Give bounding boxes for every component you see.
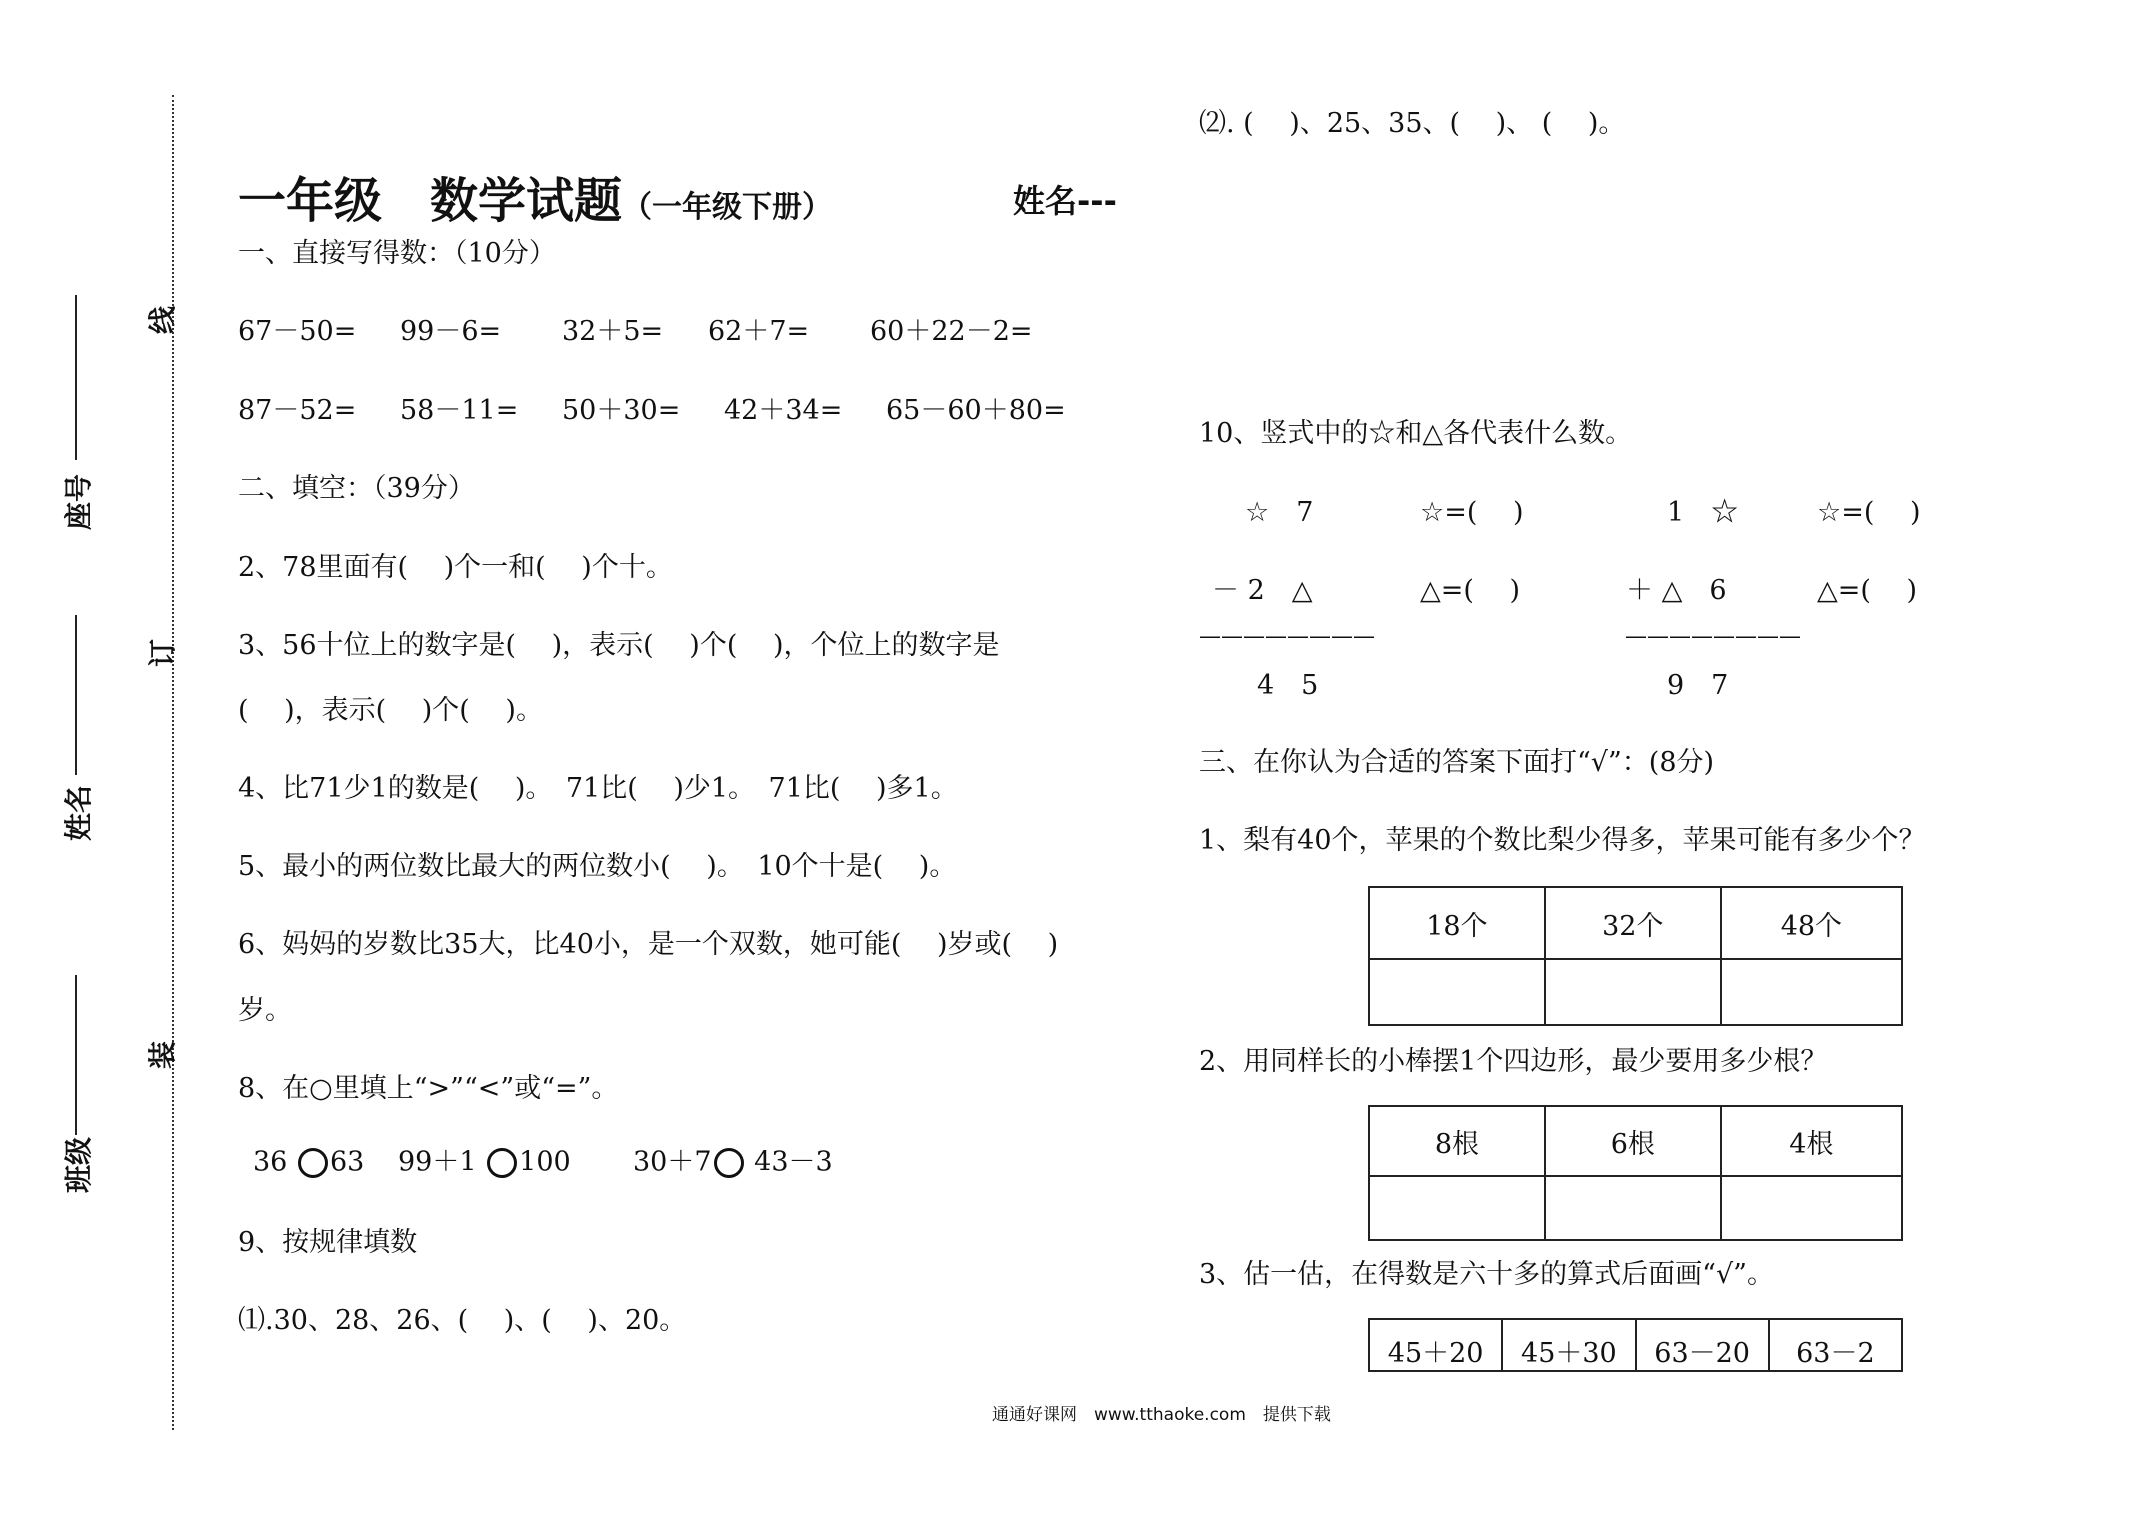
compare-circle[interactable] [298, 1148, 328, 1178]
check-cell[interactable] [1369, 959, 1545, 1025]
vertical-calc-middle: ＋ △ 6 [1626, 575, 1727, 606]
calc-item: 32＋5= [562, 316, 664, 347]
question-5: 5、最小的两位数比最大的两位数小( )。 10个十是( )。 [238, 851, 957, 882]
compare-item: 99＋1 100 [398, 1146, 571, 1178]
class-line [75, 975, 77, 1135]
question-6-line2: 岁。 [238, 995, 292, 1026]
check-cell[interactable] [1369, 1176, 1545, 1240]
compare-item: 36 63 [253, 1146, 365, 1178]
question-3-line1: 3、56十位上的数字是( )，表示( )个( )，个位上的数字是 [238, 630, 1000, 661]
section3-question-3: 3、估一估，在得数是六十多的算式后面画“√”。 [1199, 1259, 1774, 1290]
compare-circle[interactable] [714, 1148, 744, 1178]
answer-table-3 [1368, 1318, 1903, 1372]
calc-item: 67－50= [238, 316, 357, 347]
section2-heading: 二、填空：（39分） [238, 473, 475, 504]
calc-item: 99－6= [400, 316, 502, 347]
expression-cell[interactable]: 63－20 [1636, 1319, 1769, 1371]
compare-item: 30＋7 43－3 [633, 1146, 833, 1178]
answer-table-2 [1368, 1105, 1903, 1241]
name-field: 姓名--- [1013, 182, 1117, 220]
vertical-calc-result: 9 7 [1667, 670, 1729, 701]
student-name-line [75, 615, 77, 775]
answer-table-1 [1368, 886, 1903, 1026]
page-title: 一年级 数学试题 [238, 173, 623, 229]
option-cell: 18个 [1369, 887, 1545, 959]
question-9-1: ⑴.30、28、26、( )、( )、20。 [238, 1305, 687, 1336]
cut-char-xian: 线 [146, 305, 180, 335]
question-4: 4、比71少1的数是( )。 71比( )少1。 71比( )多1。 [238, 773, 958, 804]
calc-item: 60＋22－2= [870, 316, 1033, 347]
cut-char-ding: 订 [146, 638, 180, 668]
question-9-2: ⑵. ( )、25、35、( )、 ( )。 [1199, 108, 1626, 139]
expression-cell[interactable]: 45＋20 [1369, 1319, 1502, 1371]
calc-item: 65－60＋80= [886, 395, 1066, 426]
cut-line [172, 95, 174, 1430]
section3-question-2: 2、用同样长的小棒摆1个四边形，最少要用多少根？ [1199, 1046, 1828, 1077]
check-cell[interactable] [1545, 1176, 1721, 1240]
vertical-calc-top: 1 ☆ [1667, 497, 1739, 528]
section3-question-1: 1、梨有40个，苹果的个数比梨少得多，苹果可能有多少个？ [1199, 825, 1926, 856]
triangle-answer: △=( ) [1420, 575, 1521, 606]
section3-heading: 三、在你认为合适的答案下面打“√”：(8分) [1199, 747, 1715, 778]
header [238, 162, 832, 231]
compare-circle[interactable] [487, 1148, 517, 1178]
student-name-label: 姓名 [62, 784, 96, 842]
seat-number-label: 座号 [62, 473, 96, 531]
seat-number-line [75, 295, 77, 460]
option-cell: 32个 [1545, 887, 1721, 959]
vertical-calc-rule: ———————— [1625, 624, 1801, 649]
calc-item: 58－11= [400, 395, 519, 426]
question-6-line1: 6、妈妈的岁数比35大，比40小，是一个双数，她可能( )岁或( ) [238, 929, 1059, 960]
check-cell[interactable] [1721, 959, 1902, 1025]
vertical-calc-rule: ———————— [1199, 624, 1375, 649]
page-subtitle: （一年级下册） [622, 190, 833, 225]
check-cell[interactable] [1721, 1176, 1902, 1240]
footer: 通通好课网 www.tthaoke.com 提供下载 [992, 1405, 1331, 1425]
option-cell: 6根 [1545, 1106, 1721, 1176]
star-answer: ☆=( ) [1817, 497, 1921, 528]
question-8: 8、在○里填上“>”“<”或“=”。 [238, 1073, 619, 1104]
question-9: 9、按规律填数 [238, 1227, 418, 1258]
question-3-line2: ( )，表示( )个( )。 [238, 695, 543, 726]
vertical-calc-middle: － 2 △ [1212, 575, 1313, 606]
calc-item: 42＋34= [724, 395, 843, 426]
calc-item: 87－52= [238, 395, 357, 426]
option-cell: 8根 [1369, 1106, 1545, 1176]
question-2: 2、78里面有( )个一和( )个十。 [238, 552, 673, 583]
option-cell: 4根 [1721, 1106, 1902, 1176]
question-10-heading: 10、竖式中的☆和△各代表什么数。 [1199, 418, 1633, 449]
expression-cell[interactable]: 45＋30 [1502, 1319, 1635, 1371]
section1-heading: 一、直接写得数：（10分） [238, 238, 556, 269]
triangle-answer: △=( ) [1817, 575, 1918, 606]
star-answer: ☆=( ) [1420, 497, 1524, 528]
cut-char-zhuang: 装 [146, 1040, 180, 1070]
calc-item: 50＋30= [562, 395, 681, 426]
vertical-calc-result: 4 5 [1257, 670, 1319, 701]
vertical-calc-top: ☆ 7 [1245, 497, 1314, 528]
check-cell[interactable] [1545, 959, 1721, 1025]
calc-item: 62＋7= [708, 316, 810, 347]
expression-cell[interactable]: 63－2 [1769, 1319, 1902, 1371]
class-label: 班级 [62, 1136, 96, 1194]
option-cell: 48个 [1721, 887, 1902, 959]
